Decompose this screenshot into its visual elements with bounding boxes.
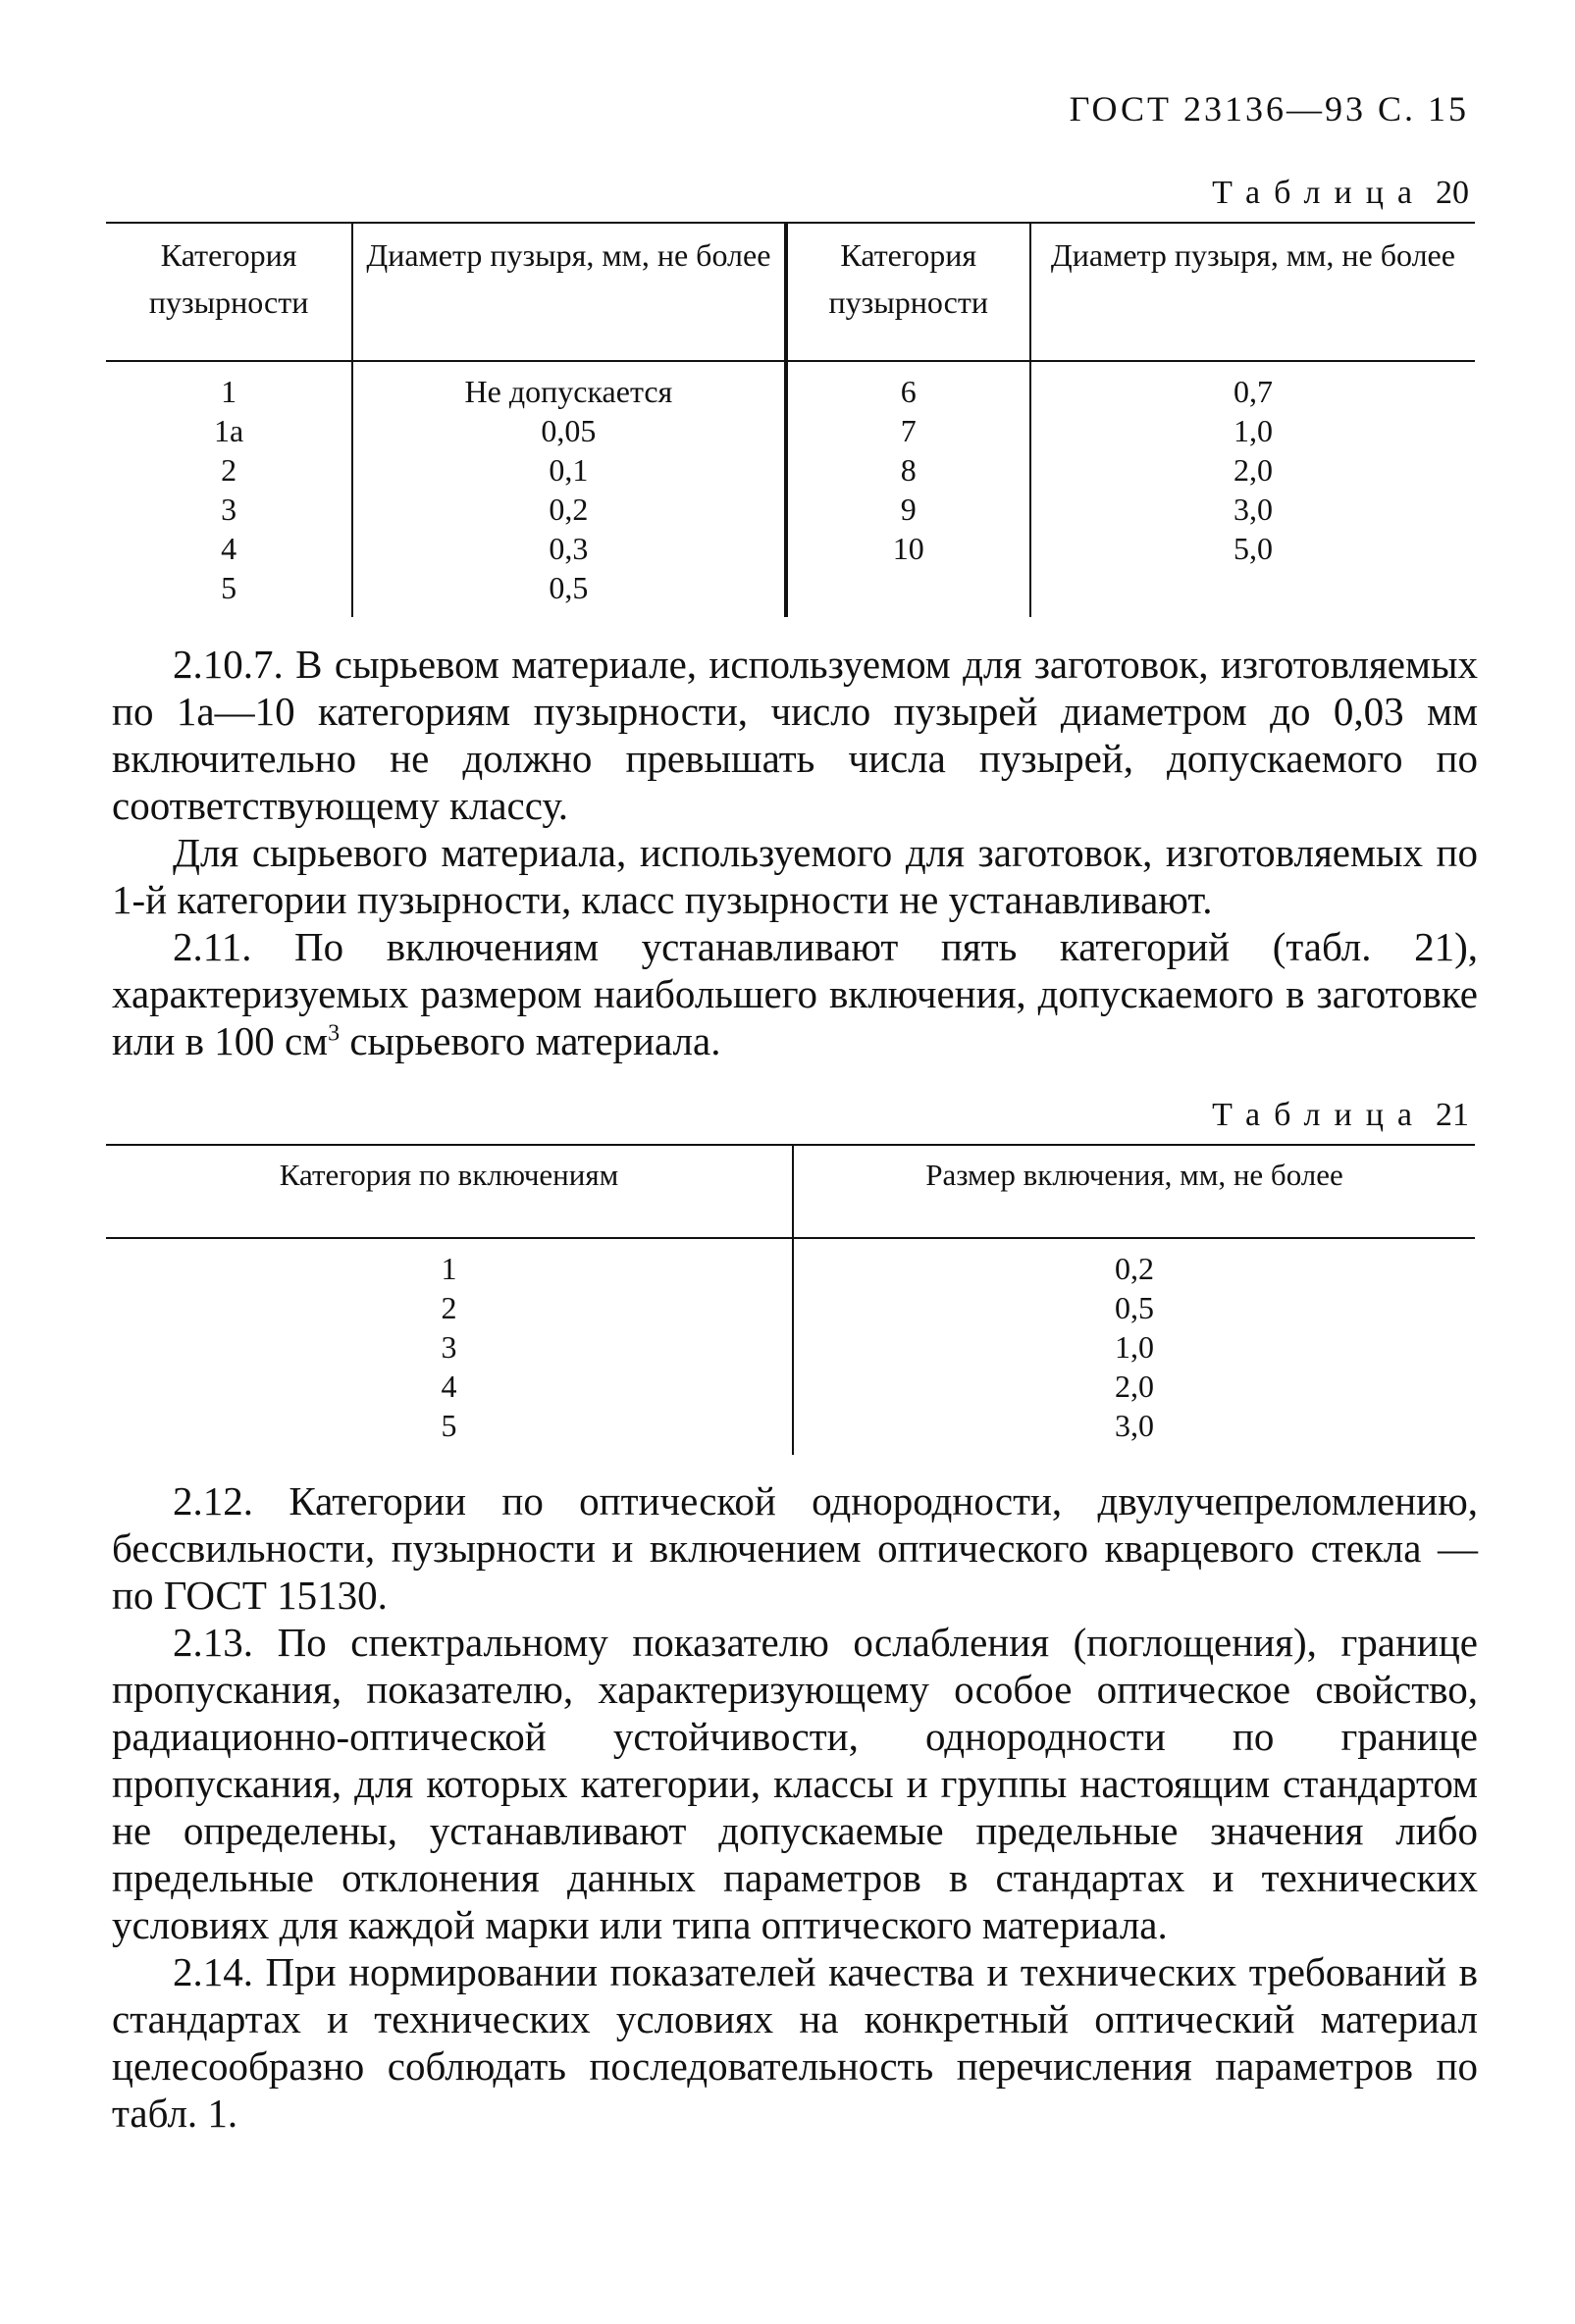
table-row	[106, 411, 1475, 450]
table-cell: 1	[106, 1238, 793, 1288]
paragraph-2-10-7: 2.10.7. В сырьевом материале, используемом для заготовок, изготовляемых по 1а—10 категориям пузырности, число пузырей диаметром до 0,03 мм включительно не должно превышать числа пузырей, допускаемого по соответствующему классу.	[112, 642, 1478, 828]
table-cell	[1030, 568, 1475, 617]
text-block-1	[112, 641, 1478, 1064]
table-cell: 1,0	[1233, 413, 1273, 448]
table-cell: 2,0	[1233, 452, 1273, 488]
table-cell: 0,5	[352, 568, 785, 617]
table-cell: 0,05	[352, 411, 785, 450]
table-cell: 10	[786, 529, 1030, 568]
table-row	[106, 490, 1475, 529]
table-21-caption-number: 21	[1436, 1097, 1469, 1133]
table-20-header-category-left: Категория пузырности	[106, 223, 352, 361]
table-cell: 2,0	[1115, 1369, 1154, 1404]
table-cell: 7	[786, 411, 1030, 450]
table-cell: 9	[786, 490, 1030, 529]
paragraph-2-11	[112, 923, 1478, 1064]
table-row	[106, 1238, 1475, 1288]
table-cell: 2	[106, 1288, 793, 1327]
table-20-header-diameter-left: Диаметр пузыря, мм, не более	[352, 223, 785, 361]
table-row	[106, 529, 1475, 568]
table-20-caption	[1212, 175, 1469, 212]
table-cell: 1	[106, 361, 352, 411]
table-cell: 8	[786, 450, 1030, 490]
table-21-header-size: Размер включения, мм, не более	[793, 1145, 1475, 1238]
paragraph-2-11-text: 2.11. По включениям устанавливают пять категорий (табл. 21), характеризуемых размером наибольшего включения, допускаемого в заготовке или в 100 см	[112, 924, 1478, 1063]
table-cell: 3	[106, 490, 352, 529]
table-row	[106, 1406, 1475, 1455]
table-20-header-category-right: Категория пузырности	[786, 223, 1030, 361]
table-21-caption	[1212, 1097, 1469, 1134]
table-cell: 0,5	[1115, 1290, 1154, 1325]
table-cell: 5	[106, 568, 352, 617]
table-cell: 3,0	[1115, 1408, 1154, 1443]
table-row	[106, 361, 1475, 411]
superscript-3: 3	[328, 1020, 341, 1047]
page-header: ГОСТ 23136—93 С. 15	[1069, 89, 1469, 129]
table-cell: 4	[106, 529, 352, 568]
table-cell: 5,0	[1233, 531, 1273, 566]
table-row	[106, 1288, 1475, 1327]
table-21	[106, 1144, 1475, 1455]
paragraph-2-13: 2.13. По спектральному показателю ослабления (поглощения), границе пропускания, показателю, характеризующему особое оптическое свойство, радиационно-оптической устойчивости, однородности по границе пропускания, для которых категории, классы и группы настоящим стандартом не определены, устанавливают допускаемые предельные значения либо предельные отклонения данных параметров в стандартах и технических условиях для каждой марки или типа оптического материала.	[112, 1620, 1478, 1947]
table-cell	[786, 568, 1030, 617]
paragraph-2-10-7-cont: Для сырьевого материала, используемого для заготовок, изготовляемых по 1-й категории пузырности, класс пузырности не устанавливают.	[112, 830, 1478, 922]
table-cell: 3,0	[1233, 491, 1273, 527]
table-cell: 6	[786, 361, 1030, 411]
table-cell: Не допускается	[352, 361, 785, 411]
table-cell: 0,1	[352, 450, 785, 490]
paragraph-2-12: 2.12. Категории по оптической однородности, двулучепреломлению, бессвильности, пузырности и включением оптического кварцевого стекла — по ГОСТ 15130.	[112, 1478, 1478, 1618]
table-cell: 0,7	[1233, 374, 1273, 409]
paragraph-2-14: 2.14. При нормировании показателей качества и технических требований в стандартах и технических условиях на конкретный оптический материал целесообразно соблюдать последовательность перечисления параметров по табл. 1.	[112, 1949, 1478, 2136]
table-21-caption-word: Таблица	[1212, 1097, 1426, 1133]
table-cell: 4	[106, 1367, 793, 1406]
table-20	[106, 222, 1475, 617]
table-cell: 3	[106, 1327, 793, 1367]
table-20-caption-number: 20	[1436, 175, 1469, 211]
paragraph-2-11-tail: сырьевого материала.	[340, 1018, 721, 1063]
table-row	[106, 568, 1475, 617]
table-cell: 5	[106, 1406, 793, 1455]
table-21-header-category: Категория по включениям	[106, 1145, 793, 1238]
table-row	[106, 1327, 1475, 1367]
table-row	[106, 450, 1475, 490]
table-20-header-diameter-right: Диаметр пузыря, мм, не более	[1030, 223, 1475, 361]
table-cell: 0,2	[1115, 1251, 1154, 1286]
table-row	[106, 1367, 1475, 1406]
table-cell: 1а	[106, 411, 352, 450]
table-cell: 1,0	[1115, 1329, 1154, 1365]
text-block-2	[112, 1477, 1478, 2137]
table-cell: 2	[106, 450, 352, 490]
table-cell: 0,3	[352, 529, 785, 568]
table-20-caption-word: Таблица	[1212, 175, 1426, 211]
table-cell: 0,2	[352, 490, 785, 529]
